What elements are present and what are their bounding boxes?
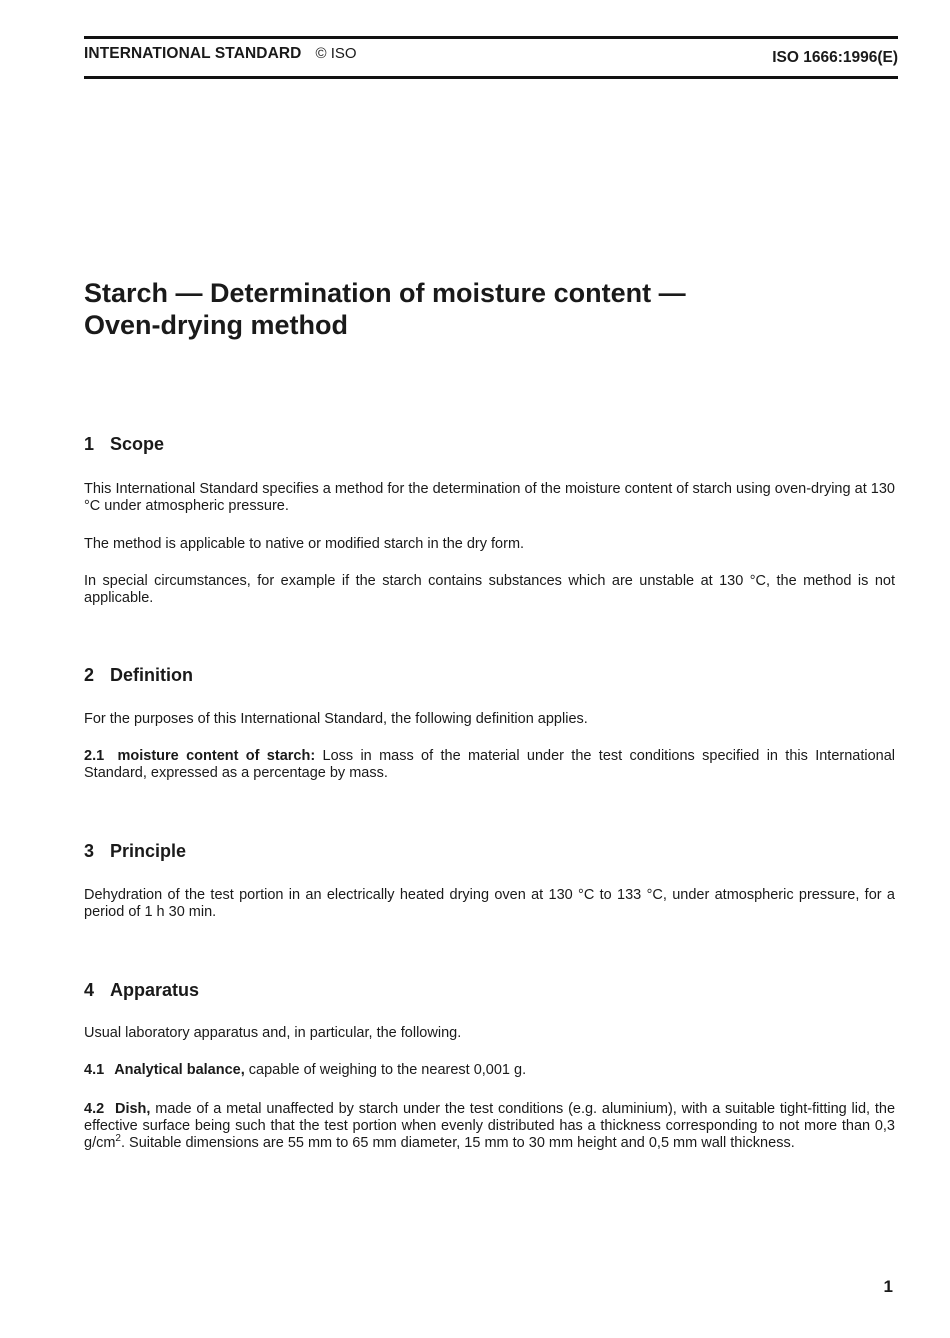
apparatus-paragraph-1: Usual laboratory apparatus and, in particular, the following.	[84, 1025, 462, 1041]
clause-number: 4.2	[84, 1101, 105, 1117]
clause-term: Dish,	[114, 1101, 151, 1117]
header-rule-top	[84, 36, 898, 39]
section-number: 1	[84, 434, 95, 454]
clause-text: made of a metal unaffected by starch under the test conditions (e.g. aluminium), with a suitable tight-fitting lid, the effective surface being such that the test portion when evenly distributed has a thickness corresponding to not more than 0,3 g/cm	[84, 1101, 896, 1151]
section-heading-apparatus	[84, 980, 199, 1001]
clause-4-2	[84, 1101, 895, 1152]
section-title: Apparatus	[110, 980, 200, 1000]
title-line-1: Starch — Determination of moisture content —	[84, 278, 686, 308]
clause-term: Analytical balance,	[114, 1062, 245, 1078]
section-heading-principle	[84, 841, 186, 862]
principle-paragraph-1: Dehydration of the test portion in an electrically heated drying oven at 130 °C to 133 °C, under atmospheric pressure, for a period of 1 h 30 min.	[84, 887, 895, 920]
section-number: 4	[84, 980, 95, 1000]
clause-4-1	[84, 1062, 895, 1079]
section-number: 3	[84, 841, 95, 861]
clause-2-1	[84, 748, 895, 782]
scope-paragraph-3: In special circumstances, for example if the starch contains substances which are unstable at 130 °C, the method is not applicable.	[84, 573, 895, 606]
section-number: 2	[84, 665, 95, 685]
document-title	[84, 277, 686, 341]
section-heading-scope	[84, 434, 164, 455]
title-line-2: Oven-drying method	[84, 310, 349, 340]
standard-label: INTERNATIONAL STANDARD	[84, 45, 302, 62]
header-left	[84, 45, 357, 63]
section-title: Scope	[110, 434, 165, 454]
clause-number: 4.1	[84, 1062, 105, 1078]
clause-number: 2.1	[84, 748, 105, 764]
clause-text: Loss in mass of the material under the test conditions specified in this International Standard, expressed as a percentage by mass.	[84, 748, 896, 781]
clause-text-continued: . Suitable dimensions are 55 mm to 65 mm diameter, 15 mm to 30 mm height and 0,5 mm wall thickness.	[120, 1135, 795, 1151]
scope-paragraph-2: The method is applicable to native or modified starch in the dry form.	[84, 536, 525, 552]
copyright-notice: © ISO	[315, 45, 357, 62]
section-title: Principle	[110, 841, 187, 861]
clause-text: capable of weighing to the nearest 0,001 g.	[248, 1062, 527, 1078]
document-number: ISO 1666:1996(E)	[772, 49, 898, 66]
superscript: 2	[115, 1133, 121, 1145]
definition-paragraph-1: For the purposes of this International Standard, the following definition applies.	[84, 711, 588, 727]
scope-paragraph-1: This International Standard specifies a method for the determination of the moisture content of starch using oven-drying at 130 °C under atmospheric pressure.	[84, 481, 895, 514]
header-rule-bottom	[84, 76, 898, 79]
section-title: Definition	[110, 665, 193, 685]
section-heading-definition	[84, 665, 193, 686]
page-number: 1	[883, 1277, 893, 1296]
clause-term: moisture content of starch:	[117, 748, 316, 764]
